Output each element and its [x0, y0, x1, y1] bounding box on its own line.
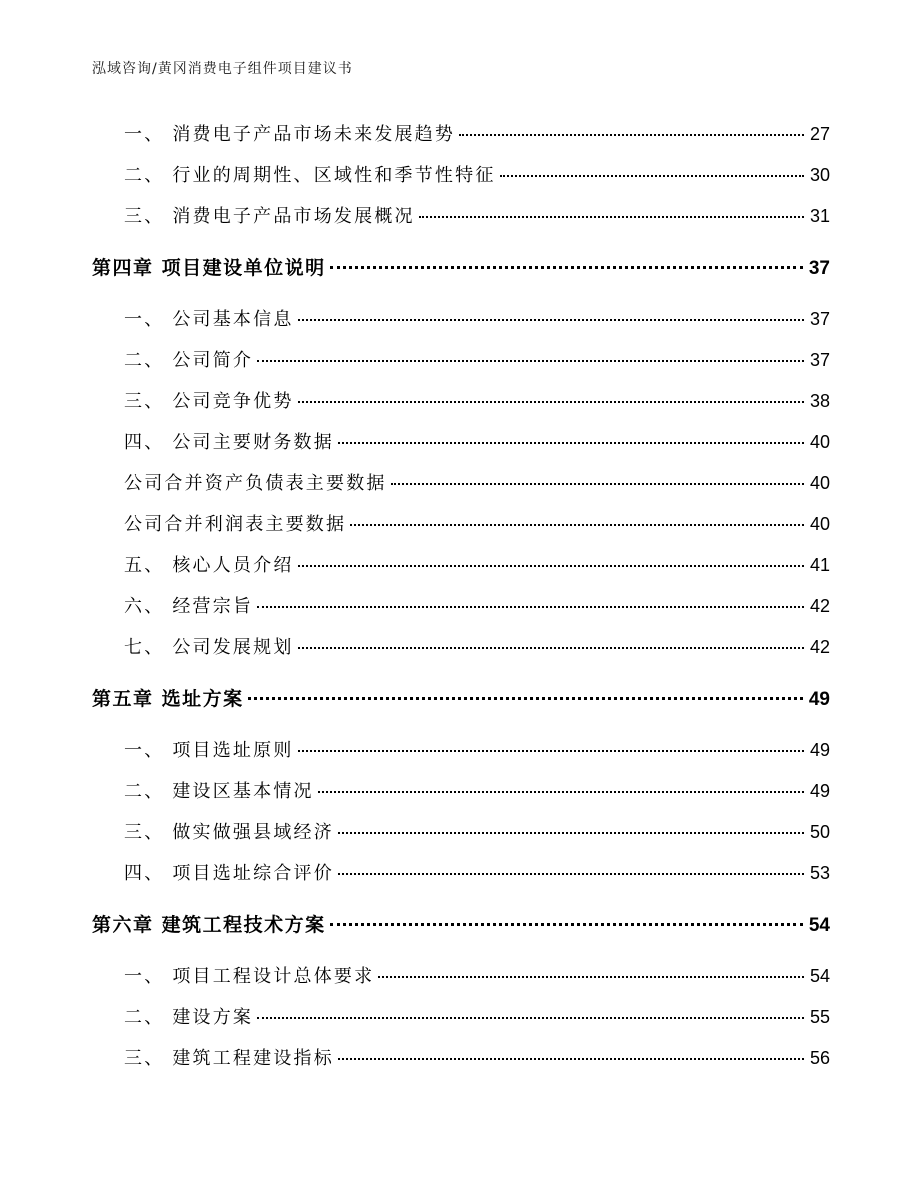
toc-entry-title: 四、 项目选址综合评价 [124, 863, 334, 884]
toc-page-number: 53 [809, 863, 830, 883]
toc-entry[interactable] [92, 305, 830, 335]
toc-page-number: 49 [809, 740, 830, 760]
toc-entry-title: 三、 消费电子产品市场发展概况 [124, 206, 415, 227]
toc-page-number: 49 [808, 689, 830, 710]
toc-page-number: 27 [809, 124, 830, 144]
toc-chapter-title: 第六章 建筑工程技术方案 [92, 914, 326, 936]
toc-page-number: 42 [809, 596, 830, 616]
toc-entry-title: 一、 项目选址原则 [124, 740, 294, 761]
toc-page-number: 55 [809, 1007, 830, 1027]
toc-page-number: 31 [809, 206, 830, 226]
toc-entry[interactable] [92, 962, 830, 992]
toc-dot-leader [330, 266, 803, 269]
toc-page-number: 54 [808, 915, 830, 936]
toc-entry-title: 二、 行业的周期性、区域性和季节性特征 [124, 165, 496, 186]
toc-entry-title: 三、 建筑工程建设指标 [124, 1048, 334, 1069]
toc-dot-leader [248, 697, 803, 700]
toc-dot-leader [298, 647, 804, 649]
toc-entry[interactable] [92, 202, 830, 232]
toc-dot-leader [338, 442, 804, 444]
toc-entry-title: 三、 做实做强县域经济 [124, 822, 334, 843]
toc-entry[interactable] [92, 818, 830, 848]
toc-dot-leader [459, 134, 804, 136]
toc-entry-title: 三、 公司竞争优势 [124, 391, 294, 412]
toc-entry[interactable] [92, 120, 830, 150]
toc-entry-title: 二、 建设方案 [124, 1007, 254, 1028]
toc-page-number: 38 [809, 391, 830, 411]
toc-entry[interactable] [92, 777, 830, 807]
toc-dot-leader [298, 565, 804, 567]
toc-dot-leader [350, 524, 804, 526]
toc-dot-leader [419, 216, 804, 218]
toc-page-number: 37 [808, 258, 830, 279]
toc-entry[interactable] [92, 161, 830, 191]
toc-entry-title: 五、 核心人员介绍 [124, 555, 294, 576]
toc-chapter-entry[interactable] [92, 684, 830, 714]
toc-dot-leader [257, 606, 804, 608]
toc-entry[interactable] [92, 859, 830, 889]
toc-entry[interactable] [92, 1003, 830, 1033]
toc-page-number: 30 [809, 165, 830, 185]
toc-chapter-entry[interactable] [92, 910, 830, 940]
toc-entry[interactable] [92, 346, 830, 376]
toc-entry-title: 六、 经营宗旨 [124, 596, 254, 617]
toc-chapter-title: 第四章 项目建设单位说明 [92, 257, 326, 279]
toc-entry-title: 一、 公司基本信息 [124, 309, 294, 330]
toc-dot-leader [257, 1017, 804, 1019]
toc-entry-title: 二、 公司简介 [124, 350, 254, 371]
toc-entry[interactable] [92, 510, 830, 540]
toc-dot-leader [318, 791, 804, 793]
toc-dot-leader [298, 750, 804, 752]
toc-page-number: 42 [809, 637, 830, 657]
header-divider [92, 88, 828, 89]
toc-dot-leader [338, 832, 804, 834]
toc-entry-title: 一、 消费电子产品市场未来发展趋势 [124, 124, 456, 145]
toc-page-number: 50 [809, 822, 830, 842]
toc-entry[interactable] [92, 469, 830, 499]
toc-dot-leader [257, 360, 804, 362]
toc-chapter-title: 第五章 选址方案 [92, 688, 244, 710]
toc-entry-title: 七、 公司发展规划 [124, 637, 294, 658]
toc-chapter-entry[interactable] [92, 253, 830, 283]
toc-entry[interactable] [92, 736, 830, 766]
toc-dot-leader [500, 175, 804, 177]
toc-dot-leader [338, 873, 804, 875]
toc-dot-leader [330, 923, 803, 926]
toc-page-number: 54 [809, 966, 830, 986]
running-header: 泓域咨询/黄冈消费电子组件项目建议书 [92, 61, 353, 77]
toc-entry[interactable] [92, 1044, 830, 1074]
toc-entry-title: 公司合并利润表主要数据 [124, 514, 347, 535]
toc-entry[interactable] [92, 551, 830, 581]
toc-dot-leader [391, 483, 804, 485]
toc-dot-leader [298, 319, 804, 321]
toc-page-number: 37 [809, 350, 830, 370]
toc-entry[interactable] [92, 428, 830, 458]
toc-entry[interactable] [92, 387, 830, 417]
toc-entry-title: 四、 公司主要财务数据 [124, 432, 334, 453]
toc-entry-title: 二、 建设区基本情况 [124, 781, 314, 802]
toc-page-number: 40 [809, 473, 830, 493]
toc-dot-leader [298, 401, 804, 403]
toc-entry-title: 一、 项目工程设计总体要求 [124, 966, 375, 987]
toc-page-number: 40 [809, 432, 830, 452]
toc-dot-leader [378, 976, 804, 978]
toc-page-number: 37 [809, 309, 830, 329]
toc-dot-leader [338, 1058, 804, 1060]
toc-page-number: 49 [809, 781, 830, 801]
toc-entry[interactable] [92, 592, 830, 622]
toc-page-number: 40 [809, 514, 830, 534]
toc-entry-title: 公司合并资产负债表主要数据 [124, 473, 387, 494]
toc-page-number: 41 [809, 555, 830, 575]
toc-entry[interactable] [92, 633, 830, 663]
toc-page-number: 56 [809, 1048, 830, 1068]
